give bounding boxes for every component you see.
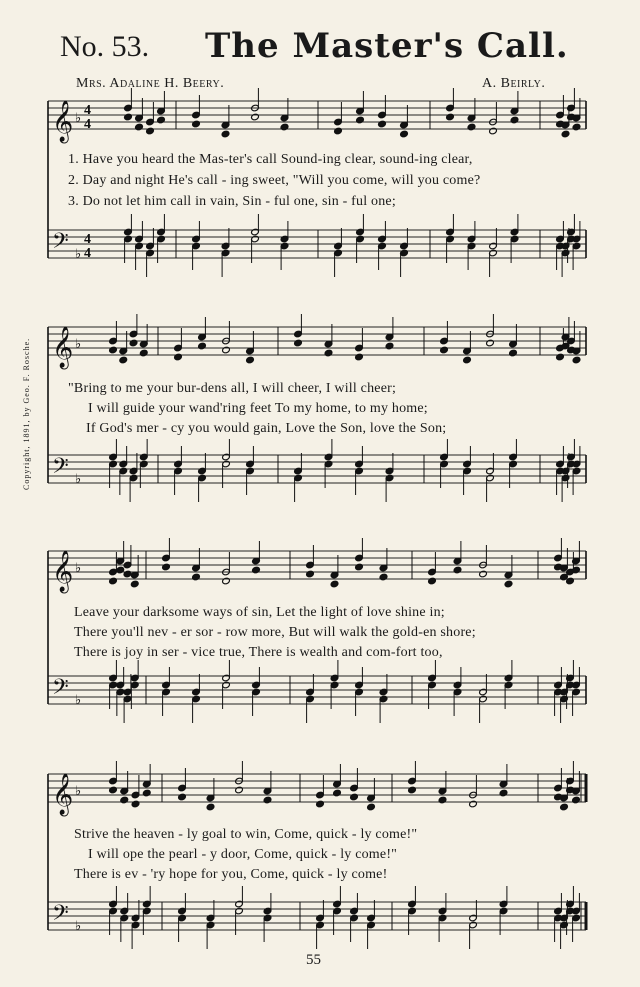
note-head bbox=[572, 123, 581, 131]
note-head bbox=[222, 577, 231, 585]
treble-clef: 𝄞 bbox=[52, 551, 74, 592]
note-head bbox=[560, 803, 569, 811]
note-head bbox=[162, 563, 171, 571]
note-head bbox=[263, 796, 272, 804]
flat-sign: ♭ bbox=[75, 247, 82, 262]
note-head bbox=[280, 123, 289, 131]
note-head bbox=[246, 356, 255, 364]
note-head bbox=[146, 127, 155, 135]
note-head bbox=[131, 800, 140, 808]
note-head bbox=[440, 346, 449, 354]
lyric-line: There you'll nev - er sor - row more, But will walk the gold-en shore; bbox=[74, 625, 476, 640]
note-head bbox=[400, 130, 409, 138]
note-head bbox=[109, 577, 118, 585]
note-head bbox=[350, 793, 359, 801]
note-head bbox=[378, 120, 387, 128]
note-head bbox=[306, 570, 315, 578]
note-head bbox=[139, 349, 148, 357]
treble-clef: 𝄞 bbox=[52, 774, 74, 815]
note-head bbox=[463, 356, 472, 364]
note-head bbox=[192, 120, 201, 128]
lyric-line: Leave your darksome ways of sin, Let the light of love shine in; bbox=[74, 605, 445, 620]
note-head bbox=[489, 127, 498, 135]
note-head bbox=[486, 339, 495, 347]
time-signature: 4 bbox=[84, 103, 91, 118]
note-head bbox=[192, 573, 201, 581]
time-signature: 4 bbox=[84, 117, 91, 132]
note-head bbox=[438, 796, 447, 804]
note-head bbox=[251, 113, 260, 121]
note-head bbox=[124, 113, 133, 121]
note-head bbox=[334, 127, 343, 135]
note-head bbox=[467, 123, 476, 131]
note-head bbox=[330, 580, 339, 588]
bass-clef: 𝄢 bbox=[52, 901, 69, 931]
note-head bbox=[504, 580, 513, 588]
lyric-line: Strive the heaven - ly goal to win, Come, quick - ly come!" bbox=[74, 827, 418, 842]
flat-sign: ♭ bbox=[75, 784, 82, 799]
note-head bbox=[129, 339, 138, 347]
lyric-line: There is ev - 'ry hope for you, Come, quick - ly come! bbox=[74, 867, 388, 882]
note-head bbox=[572, 356, 581, 364]
note-head bbox=[355, 563, 364, 571]
note-head bbox=[572, 796, 581, 804]
note-head bbox=[294, 339, 303, 347]
hymn-number: No. 53. bbox=[60, 30, 150, 63]
note-head bbox=[109, 786, 118, 794]
note-head bbox=[561, 130, 570, 138]
flat-sign: ♭ bbox=[75, 337, 82, 352]
page-number: 55 bbox=[306, 952, 321, 968]
note-head bbox=[235, 786, 244, 794]
treble-clef: 𝄞 bbox=[52, 327, 74, 368]
note-head bbox=[379, 573, 388, 581]
flat-sign: ♭ bbox=[75, 561, 82, 576]
flat-sign: ♭ bbox=[75, 111, 82, 126]
flat-sign: ♭ bbox=[75, 919, 82, 934]
note-head bbox=[446, 113, 455, 121]
note-head bbox=[324, 349, 333, 357]
note-head bbox=[123, 570, 132, 578]
note-head bbox=[109, 346, 118, 354]
note-head bbox=[408, 786, 417, 794]
note-head bbox=[509, 349, 518, 357]
note-head bbox=[119, 356, 128, 364]
lyric-line: "Bring to me your bur-dens all, I will cheer, I will cheer; bbox=[68, 381, 397, 396]
note-head bbox=[356, 116, 365, 124]
flat-sign: ♭ bbox=[75, 472, 82, 487]
author-credit: Mrs. Adaline H. Beery. bbox=[76, 76, 225, 91]
bass-clef: 𝄢 bbox=[52, 229, 69, 259]
note-head bbox=[174, 353, 183, 361]
note-head bbox=[367, 803, 376, 811]
note-head bbox=[130, 580, 139, 588]
note-head bbox=[385, 342, 394, 350]
note-head bbox=[479, 570, 488, 578]
time-signature: 4 bbox=[84, 232, 91, 247]
note-head bbox=[316, 800, 325, 808]
note-head bbox=[142, 789, 151, 797]
note-head bbox=[198, 342, 207, 350]
note-head bbox=[556, 353, 565, 361]
note-head bbox=[333, 789, 342, 797]
lyric-line: I will ope the pearl - y door, Come, quick - ly come!" bbox=[88, 847, 398, 862]
note-head bbox=[428, 577, 437, 585]
hymn-title: The Master's Call. bbox=[205, 26, 569, 66]
note-head bbox=[221, 130, 230, 138]
note-head bbox=[157, 116, 166, 124]
lyric-line: There is joy in ser - vice true, There is wealth and com-fort too, bbox=[74, 645, 443, 660]
note-head bbox=[499, 789, 508, 797]
lyric-line: If God's mer - cy you would gain, Love the Son, love the Son; bbox=[86, 421, 447, 436]
note-head bbox=[120, 796, 129, 804]
note-head bbox=[510, 116, 519, 124]
treble-clef: 𝄞 bbox=[52, 101, 74, 142]
note-head bbox=[252, 566, 261, 574]
flat-sign: ♭ bbox=[75, 693, 82, 708]
note-head bbox=[469, 800, 478, 808]
lyric-line: I will guide your wand'ring feet To my home, to my home; bbox=[88, 401, 428, 416]
note-head bbox=[355, 353, 364, 361]
copyright-notice: Copyright, 1891, by Geo. F. Rosche. bbox=[22, 337, 31, 490]
note-head bbox=[116, 566, 125, 574]
note-head bbox=[135, 123, 144, 131]
lyric-line: 3. Do not let him call in vain, Sin - ful one, sin - ful one; bbox=[68, 194, 396, 209]
time-signature: 4 bbox=[84, 246, 91, 261]
note-head bbox=[178, 793, 187, 801]
composer-credit: A. Beirly. bbox=[482, 76, 546, 91]
bass-clef: 𝄢 bbox=[52, 675, 69, 705]
bass-clef: 𝄢 bbox=[52, 454, 69, 484]
note-head bbox=[222, 346, 231, 354]
note-head bbox=[206, 803, 215, 811]
note-head bbox=[453, 566, 462, 574]
lyric-line: 1. Have you heard the Mas-ter's call Sound-ing clear, sound-ing clear, bbox=[68, 152, 473, 167]
lyric-line: 2. Day and night He's call - ing sweet, "Will you come, will you come? bbox=[68, 173, 481, 188]
